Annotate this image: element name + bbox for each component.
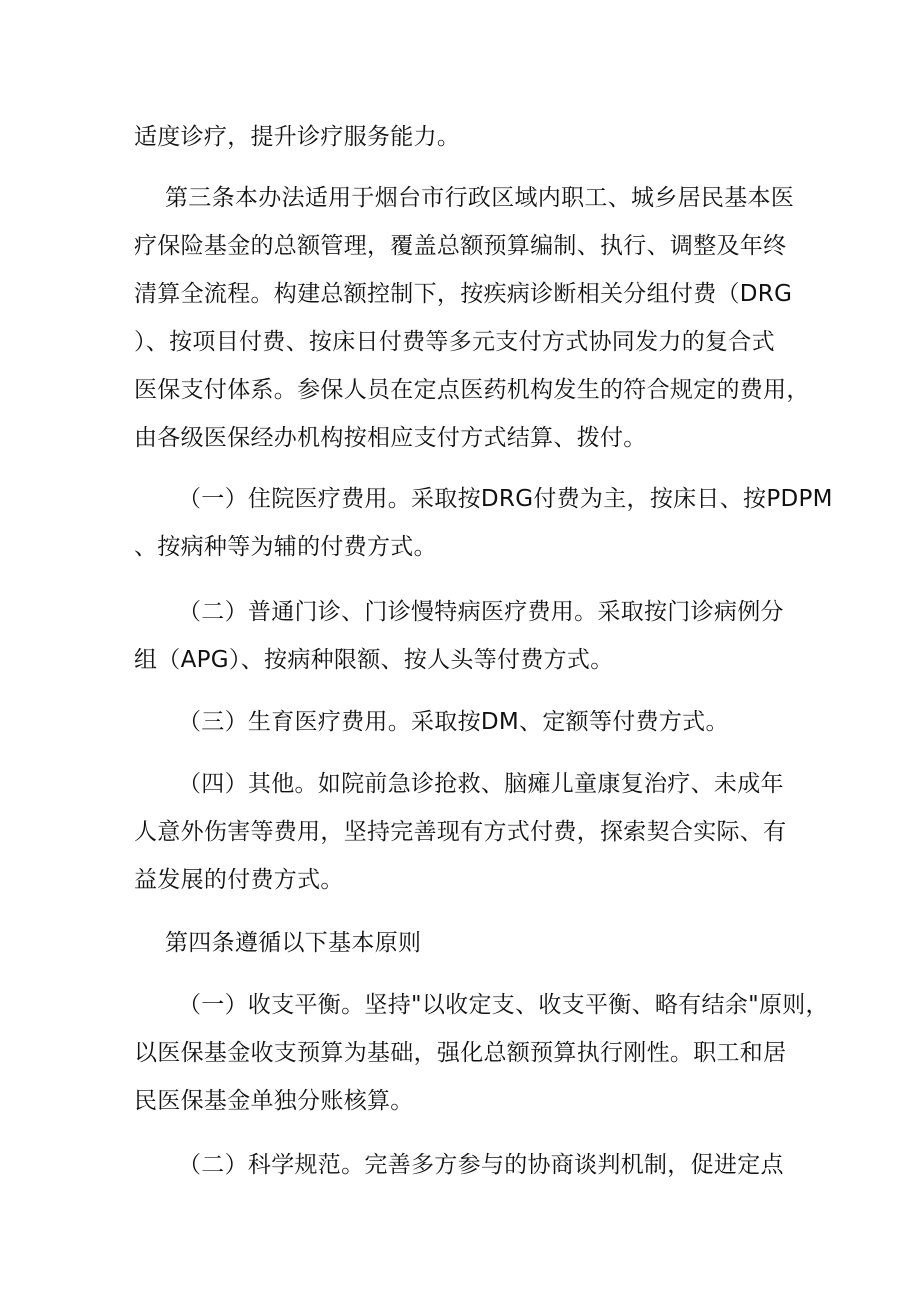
text-line: 人意外伤害等费用，坚持完善现有方式付费，探索契合实际、有 [134,819,787,845]
text-line: 医保支付体系。参保人员在定点医药机构发生的符合规定的费用， [134,377,810,403]
text-line: （三）生育医疗费用。采取按DM、定额等付费方式。 [178,709,729,735]
text-line: 清算全流程。构建总额控制下，按疾病诊断相关分组付费（DRG [134,281,793,307]
text-line: 适度诊疗，提升诊疗服务能力。 [134,124,461,150]
text-line: 民医保基金单独分账核算。 [134,1088,414,1114]
text-line: （一）住院医疗费用。采取按DRG付费为主，按床日、按PDPM [178,486,833,512]
text-line: （一）收支平衡。坚持"以收定支、收支平衡、略有结余"原则， [178,992,829,1018]
text-line: 、按病种等为辅的付费方式。 [134,534,437,560]
text-line: 由各级医保经办机构按相应支付方式结算、拨付。 [134,425,647,451]
text-line: （四）其他。如院前急诊抢救、脑瘫儿童康复治疗、未成年 [178,771,784,797]
text-line: （二）科学规范。完善多方参与的协商谈判机制，促进定点 [178,1152,784,1178]
text-line: 组（APG）、按病种限额、按人头等付费方式。 [134,647,614,673]
text-line: 益发展的付费方式。 [134,867,344,893]
text-line: 以医保基金收支预算为基础，强化总额预算执行刚性。职工和居 [134,1040,787,1066]
section-heading: 第四条遵循以下基本原则 [165,930,422,956]
text-line: ）、按项目付费、按床日付费等多元支付方式协同发力的复合式 [134,329,775,355]
text-line: 第三条本办法适用于烟台市行政区域内职工、城乡居民基本医 [165,185,795,211]
text-line: （二）普通门诊、门诊慢特病医疗费用。采取按门诊病例分 [178,599,784,625]
text-line: 疗保险基金的总额管理，覆盖总额预算编制、执行、调整及年终 [134,233,787,259]
